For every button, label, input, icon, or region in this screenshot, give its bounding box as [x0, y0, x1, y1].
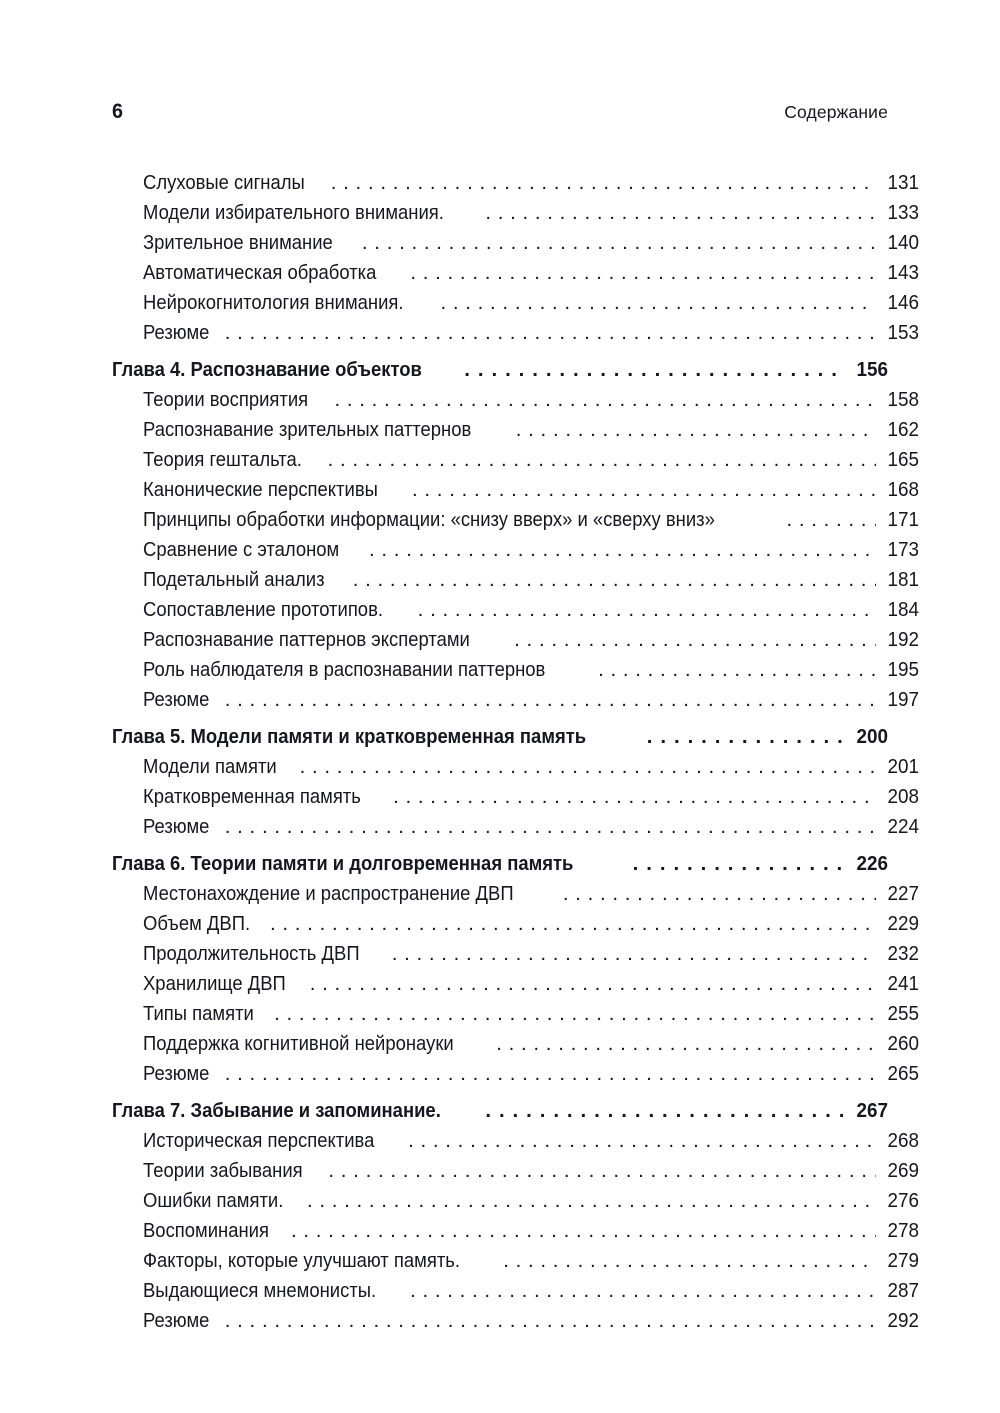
toc-entry-label: Объем ДВП.: [143, 912, 251, 935]
dot-leader: [410, 1281, 876, 1302]
toc-section-row[interactable]: [112, 1186, 919, 1216]
toc-entry-page-number: 140: [887, 231, 919, 254]
toc-entry-label: Местонахождение и распространение ДВП: [143, 882, 514, 905]
toc-entry-page-number: 226: [856, 852, 888, 875]
toc-section-row[interactable]: [112, 505, 919, 535]
dot-leader: [464, 360, 845, 381]
toc-entry-label: Резюме: [143, 1062, 210, 1085]
toc-entry-label: Резюме: [143, 321, 210, 344]
toc-section-row[interactable]: [112, 258, 919, 288]
toc-entry-label: Глава 6. Теории памяти и долговременная память: [112, 852, 574, 875]
toc-chapter-row[interactable]: [112, 1096, 888, 1126]
toc-section-row[interactable]: [112, 909, 919, 939]
dot-leader: [408, 1131, 876, 1152]
toc-section-row[interactable]: [112, 595, 919, 625]
toc-entry-label: Воспоминания: [143, 1219, 269, 1242]
toc-entry-label: Резюме: [143, 688, 210, 711]
toc-entry-page-number: 162: [887, 418, 919, 441]
toc-entry-label: Глава 4. Распознавание объектов: [112, 358, 422, 381]
toc-entry-page-number: 173: [887, 538, 919, 561]
toc-section-row[interactable]: [112, 625, 919, 655]
toc-section-row[interactable]: [112, 475, 919, 505]
toc-entry-label: Теория гештальта.: [143, 448, 302, 471]
toc-section-row[interactable]: [112, 1246, 919, 1276]
toc-entry-page-number: 279: [887, 1249, 919, 1272]
dot-leader: [392, 944, 876, 965]
toc-entry-label: Модели памяти: [143, 755, 277, 778]
toc-section-row[interactable]: [112, 1306, 919, 1336]
toc-entry-page-number: 232: [887, 942, 919, 965]
toc-entry-label: Поддержка когнитивной нейронауки: [143, 1032, 454, 1055]
toc-entry-page-number: 184: [887, 598, 919, 621]
toc-section-row[interactable]: [112, 812, 919, 842]
toc-section-row[interactable]: [112, 1029, 919, 1059]
toc-entry-page-number: 192: [887, 628, 919, 651]
toc-entry-page-number: 153: [887, 321, 919, 344]
toc-entry-label: Модели избирательного внимания.: [143, 201, 444, 224]
toc-entry-page-number: 269: [887, 1159, 919, 1182]
toc-section-row[interactable]: [112, 385, 919, 415]
dot-leader: [514, 630, 876, 651]
toc-entry-page-number: 171: [887, 508, 919, 531]
dot-leader: [633, 854, 845, 875]
dot-leader: [353, 570, 876, 591]
page-number-folio: 6: [112, 100, 124, 123]
dot-leader: [225, 323, 876, 344]
toc-entry-label: Глава 5. Модели памяти и кратковременная память: [112, 725, 587, 748]
toc-chapter-row[interactable]: [112, 355, 888, 385]
dot-leader: [225, 1311, 876, 1332]
dot-leader: [440, 293, 876, 314]
toc-section-row[interactable]: [112, 685, 919, 715]
dot-leader: [300, 757, 876, 778]
toc-entry-page-number: 229: [887, 912, 919, 935]
dot-leader: [485, 203, 876, 224]
toc-chapter-row[interactable]: [112, 849, 888, 879]
toc-section-row[interactable]: [112, 168, 919, 198]
toc-section-row[interactable]: [112, 198, 919, 228]
dot-leader: [334, 390, 876, 411]
toc-section-row[interactable]: [112, 1216, 919, 1246]
toc-entry-page-number: 208: [887, 785, 919, 808]
toc-chapter-row[interactable]: [112, 722, 888, 752]
dot-leader: [362, 233, 876, 254]
toc-entry-label: Сравнение с эталоном: [143, 538, 340, 561]
dot-leader: [786, 510, 876, 531]
toc-entry-page-number: 260: [887, 1032, 919, 1055]
toc-entry-page-number: 156: [856, 358, 888, 381]
toc-section-row[interactable]: [112, 288, 919, 318]
dot-leader: [291, 1221, 876, 1242]
dot-leader: [503, 1251, 876, 1272]
toc-entry-label: Теории восприятия: [143, 388, 309, 411]
toc-section-row[interactable]: [112, 1059, 919, 1089]
toc-section-row[interactable]: [112, 318, 919, 348]
toc-entry-page-number: 131: [887, 171, 919, 194]
toc-section-row[interactable]: [112, 752, 919, 782]
toc-entry-page-number: 267: [856, 1099, 888, 1122]
dot-leader: [270, 914, 876, 935]
dot-leader: [418, 600, 876, 621]
toc-entry-page-number: 224: [887, 815, 919, 838]
toc-entry-page-number: 265: [887, 1062, 919, 1085]
toc-section-row[interactable]: [112, 1126, 919, 1156]
dot-leader: [485, 1101, 845, 1122]
toc-section-row[interactable]: [112, 939, 919, 969]
toc-entry-page-number: 133: [887, 201, 919, 224]
toc-entry-page-number: 292: [887, 1309, 919, 1332]
toc-entry-page-number: 197: [887, 688, 919, 711]
dot-leader: [393, 787, 876, 808]
toc-section-row[interactable]: [112, 782, 919, 812]
toc-entry-label: Распознавание зрительных паттернов: [143, 418, 472, 441]
dot-leader: [563, 884, 876, 905]
dot-leader: [331, 173, 876, 194]
toc-entry-label: Слуховые сигналы: [143, 171, 305, 194]
toc-entry-page-number: 143: [887, 261, 919, 284]
toc-entry-label: Автоматическая обработка: [143, 261, 377, 284]
dot-leader: [412, 480, 876, 501]
toc-entry-label: Историческая перспектива: [143, 1129, 375, 1152]
toc-entry-label: Роль наблюдателя в распознавании паттернов: [143, 658, 546, 681]
dot-leader: [516, 420, 876, 441]
toc-entry-page-number: 255: [887, 1002, 919, 1025]
toc-entry-page-number: 201: [887, 755, 919, 778]
toc-entry-page-number: 158: [887, 388, 919, 411]
toc-entry-page-number: 268: [887, 1129, 919, 1152]
running-head: [112, 100, 888, 130]
toc-entry-page-number: 227: [887, 882, 919, 905]
dot-leader: [496, 1034, 876, 1055]
toc-entry-page-number: 146: [887, 291, 919, 314]
toc-section-row[interactable]: [112, 879, 919, 909]
running-head-title: Содержание: [784, 102, 888, 122]
toc-section-row[interactable]: [112, 535, 919, 565]
toc-entry-label: Зрительное внимание: [143, 231, 333, 254]
dot-leader: [369, 540, 876, 561]
toc-entry-label: Ошибки памяти.: [143, 1189, 284, 1212]
toc-entry-page-number: 168: [887, 478, 919, 501]
toc-entry-page-number: 278: [887, 1219, 919, 1242]
dot-leader: [225, 690, 876, 711]
toc-entry-label: Глава 7. Забывание и запоминание.: [112, 1099, 441, 1122]
dot-leader: [328, 450, 876, 471]
toc-entry-label: Канонические перспективы: [143, 478, 378, 501]
dot-leader: [225, 1064, 876, 1085]
toc-section-row[interactable]: [112, 445, 919, 475]
toc-section-row[interactable]: [112, 1276, 919, 1306]
toc-entry-page-number: 200: [856, 725, 888, 748]
toc-entry-label: Выдающиеся мнемонисты.: [143, 1279, 377, 1302]
toc-entry-label: Типы памяти: [143, 1002, 254, 1025]
toc-section-row[interactable]: [112, 415, 919, 445]
toc-section-row[interactable]: [112, 565, 919, 595]
toc-entry-label: Кратковременная память: [143, 785, 361, 808]
dot-leader: [410, 263, 876, 284]
dot-leader: [647, 727, 845, 748]
dot-leader: [307, 1191, 876, 1212]
toc-entry-label: Распознавание паттернов экспертами: [143, 628, 470, 651]
toc-entry-page-number: 276: [887, 1189, 919, 1212]
dot-leader: [598, 660, 876, 681]
toc-entry-page-number: 195: [887, 658, 919, 681]
toc-section-row[interactable]: [112, 228, 919, 258]
toc-entry-label: Продолжительность ДВП: [143, 942, 360, 965]
toc-entry-label: Подетальный анализ: [143, 568, 325, 591]
toc-entry-page-number: 241: [887, 972, 919, 995]
toc-entry-label: Резюме: [143, 1309, 210, 1332]
toc-section-row[interactable]: [112, 1156, 919, 1186]
dot-leader: [225, 817, 876, 838]
dot-leader: [328, 1161, 876, 1182]
toc-entry-page-number: 287: [887, 1279, 919, 1302]
dot-leader: [274, 1004, 876, 1025]
toc-section-row[interactable]: [112, 969, 919, 999]
toc-entry-label: Нейрокогнитология внимания.: [143, 291, 404, 314]
toc-section-row[interactable]: [112, 999, 919, 1029]
toc-entry-label: Теории забывания: [143, 1159, 303, 1182]
toc-entry-label: Принципы обработки информации: «снизу вверх» и «сверху вниз»: [143, 508, 715, 531]
toc-entry-label: Хранилище ДВП: [143, 972, 286, 995]
toc-entry-page-number: 165: [887, 448, 919, 471]
table-of-contents: [112, 168, 919, 1336]
toc-entry-label: Факторы, которые улучшают память.: [143, 1249, 461, 1272]
toc-section-row[interactable]: [112, 655, 919, 685]
dot-leader: [310, 974, 876, 995]
toc-entry-label: Сопоставление прототипов.: [143, 598, 384, 621]
toc-entry-page-number: 181: [887, 568, 919, 591]
toc-entry-label: Резюме: [143, 815, 210, 838]
